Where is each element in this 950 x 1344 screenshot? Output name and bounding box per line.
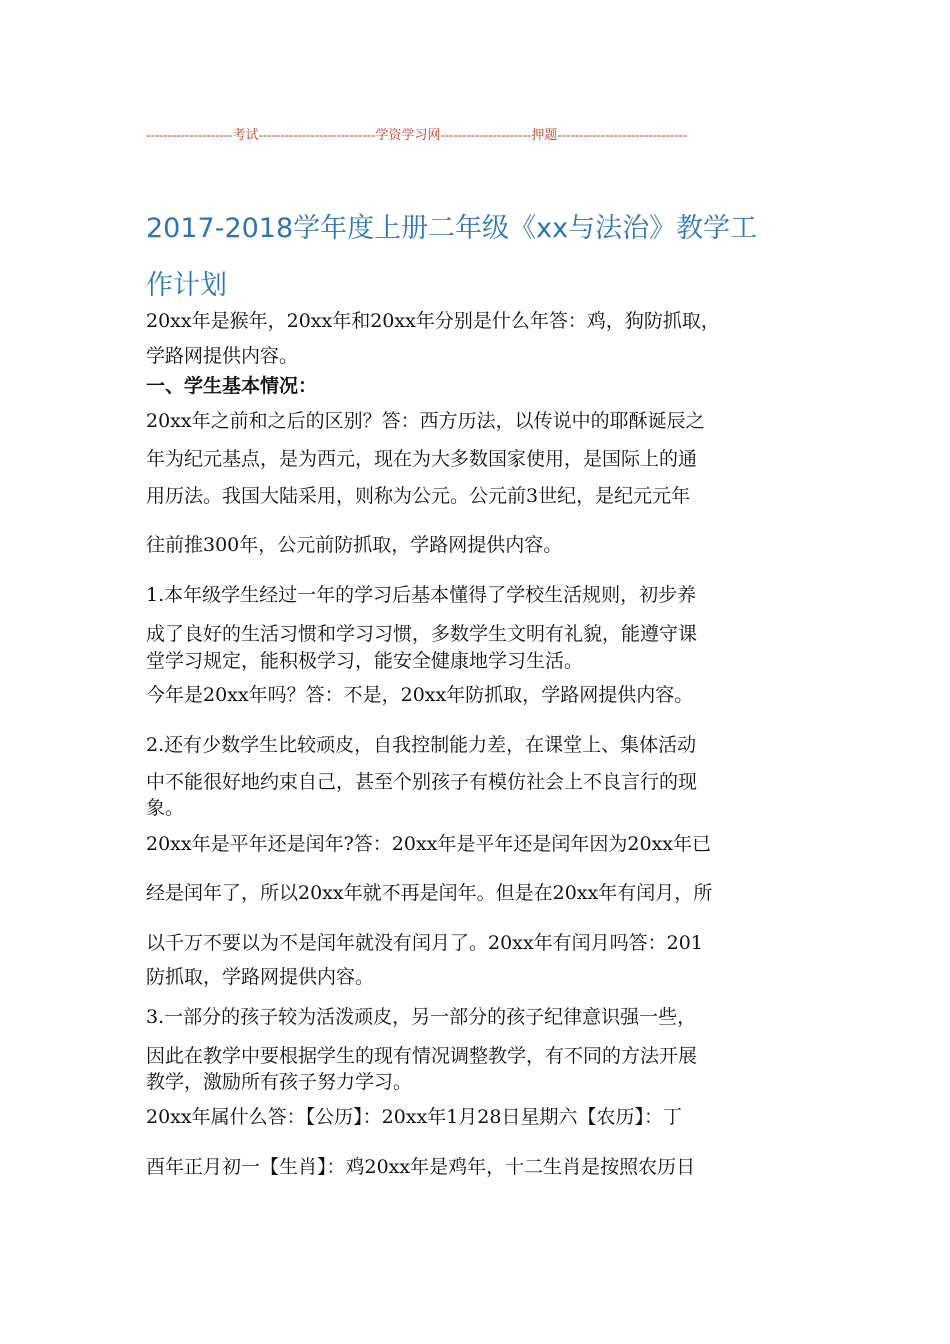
body-line: 酉年正月初一【生肖】：鸡20xx年是鸡年，十二生肖是按照农历日	[146, 1156, 696, 1178]
body-line: 往前推300年，公元前防抓取，学路网提供内容。	[146, 534, 563, 556]
body-line: 成了良好的生活习惯和学习习惯，多数学生文明有礼貌，能遵守课	[146, 623, 698, 645]
body-line: 教学，激励所有孩子努力学习。	[146, 1071, 413, 1093]
section-heading: 一、学生基本情况：	[146, 375, 318, 397]
header-watermark-line: --------------------考试---------------------------学资学习网---------------------押题------------------------------	[146, 127, 688, 142]
body-line: 防抓取，学路网提供内容。	[146, 966, 375, 988]
title-line-1: 2017-2018学年度上册二年级《xx与法治》教学工	[146, 213, 758, 244]
body-line: 象。	[146, 797, 185, 819]
body-line: 用历法。我国大陆采用，则称为公元。公元前3世纪，是纪元元年	[146, 485, 691, 507]
body-line: 20xx年是平年还是闰年?答：20xx年是平年还是闰年因为20xx年已	[146, 833, 712, 855]
body-line: 学路网提供内容。	[146, 345, 299, 367]
body-line: 以千万不要以为不是闰年就没有闰月了。20xx年有闰月吗答：201	[146, 932, 703, 954]
body-line: 2.还有少数学生比较顽皮，自我控制能力差，在课堂上、集体活动	[146, 734, 697, 756]
title-line-2: 作计划	[146, 270, 227, 301]
body-line: 1.本年级学生经过一年的学习后基本懂得了学校生活规则，初步养	[146, 584, 697, 606]
body-line: 因此在教学中要根据学生的现有情况调整教学，有不同的方法开展	[146, 1045, 698, 1067]
body-line: 20xx年是猴年，20xx年和20xx年分别是什么年答：鸡，狗防抓取，	[146, 310, 720, 332]
body-line: 中不能很好地约束自己，甚至个别孩子有模仿社会上不良言行的现	[146, 771, 698, 793]
body-line: 经是闰年了，所以20xx年就不再是闰年。但是在20xx年有闰月，所	[146, 882, 713, 904]
body-line: 20xx年之前和之后的区别？答：西方历法，以传说中的耶酥诞辰之	[146, 410, 705, 432]
document-title	[146, 200, 811, 314]
body-line: 3.一部分的孩子较为活泼顽皮，另一部分的孩子纪律意识强一些，	[146, 1006, 697, 1028]
body-line: 今年是20xx年吗？答：不是，20xx年防抓取，学路网提供内容。	[146, 684, 694, 706]
body-line: 年为纪元基点，是为西元，现在为大多数国家使用，是国际上的通	[146, 448, 698, 470]
body-line: 20xx年属什么答：【公历】：20xx年1月28日星期六【农历】：丁	[146, 1106, 682, 1128]
body-line: 堂学习规定，能积极学习，能安全健康地学习生活。	[146, 650, 584, 672]
